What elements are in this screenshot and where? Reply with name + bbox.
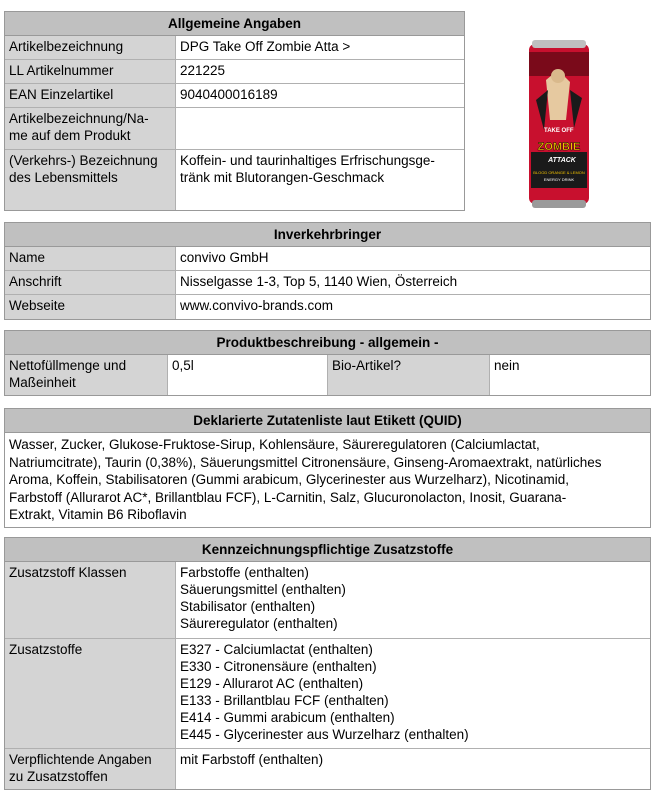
value-line: tränk mit Blutorangen-Geschmack xyxy=(180,170,385,185)
field-value xyxy=(175,639,650,748)
zombie-head-icon xyxy=(551,69,565,83)
field-value: 221225 xyxy=(175,60,464,83)
label-line: me auf dem Produkt xyxy=(9,128,131,143)
field-value: 9040400016189 xyxy=(175,84,464,107)
table-row xyxy=(5,562,650,639)
ingredients-line: Wasser, Zucker, Glukose-Fruktose-Sirup, Kohlensäure, Säureregulatoren (Calciumlactat, xyxy=(9,437,540,452)
field-value xyxy=(175,562,650,638)
field-label xyxy=(5,150,175,210)
field-label: LL Artikelnummer xyxy=(5,60,175,83)
field-label xyxy=(5,749,175,789)
ingredients-line: Aroma, Koffein, Stabilisatoren (Gummi arabicum, Glycerinester aus Wurzelharz), Nicotinamid, xyxy=(9,472,569,487)
label-line: Verpflichtende Angaben xyxy=(9,752,152,767)
field-value: www.convivo-brands.com xyxy=(175,295,650,319)
value-line: Koffein- und taurinhaltiges Erfrischungsge- xyxy=(180,153,435,168)
section-header: Produktbeschreibung - allgemein - xyxy=(5,331,650,355)
product-can-image xyxy=(526,40,592,208)
table-row xyxy=(5,355,650,395)
list-item: E129 - Allurarot AC (enthalten) xyxy=(180,676,364,691)
field-label xyxy=(5,355,167,395)
can-flavor: BLOOD ORANGE & LEMON xyxy=(533,170,585,175)
field-label: Name xyxy=(5,247,175,270)
list-item: E133 - Brillantblau FCF (enthalten) xyxy=(180,693,389,708)
table-row xyxy=(5,295,650,319)
table-row xyxy=(5,639,650,749)
can-top xyxy=(532,40,586,48)
produktbeschreibung-section xyxy=(4,330,651,396)
field-value: convivo GmbH xyxy=(175,247,650,270)
can-brand-main: ZOMBIE xyxy=(537,141,581,153)
table-row xyxy=(5,271,650,295)
field-label: Zusatzstoff Klassen xyxy=(5,562,175,638)
list-item: E445 - Glycerinester aus Wurzelharz (enthalten) xyxy=(180,727,469,742)
list-item: E330 - Citronensäure (enthalten) xyxy=(180,659,377,674)
table-row xyxy=(5,84,464,108)
list-item: E414 - Gummi arabicum (enthalten) xyxy=(180,710,395,725)
field-value xyxy=(175,108,464,149)
label-line: (Verkehrs-) Bezeichnung xyxy=(9,153,158,168)
zusatzstoffe-section xyxy=(4,537,651,790)
table-row xyxy=(5,247,650,271)
field-label: Bio-Artikel? xyxy=(327,355,489,395)
ingredients-line: Natriumcitrate), Taurin (0,38%), Säuerungsmittel Citronensäure, Ginseng-Aromaextrakt, natürliches xyxy=(9,454,602,470)
field-value: nein xyxy=(489,355,650,395)
can-type: ENERGY DRINK xyxy=(543,177,575,182)
table-row xyxy=(5,749,650,789)
section-header: Allgemeine Angaben xyxy=(5,12,464,36)
allgemeine-angaben-section xyxy=(4,11,465,211)
list-item: Farbstoffe (enthalten) xyxy=(180,565,309,580)
inverkehrbringer-section xyxy=(4,222,651,320)
section-header: Kennzeichnungspflichtige Zusatzstoffe xyxy=(5,538,650,562)
field-label: Anschrift xyxy=(5,271,175,294)
ingredients-line: Extrakt, Vitamin B6 Riboflavin xyxy=(9,507,187,522)
label-line: des Lebensmittels xyxy=(9,170,118,185)
field-value: 0,5l xyxy=(167,355,327,395)
list-item: Stabilisator (enthalten) xyxy=(180,599,316,614)
field-value: Nisselgasse 1-3, Top 5, 1140 Wien, Österreich xyxy=(175,271,650,294)
can-bottom xyxy=(532,200,586,208)
section-header: Deklarierte Zutatenliste laut Etikett (QUID) xyxy=(5,409,650,433)
list-item: Säuerungsmittel (enthalten) xyxy=(180,582,346,597)
field-label xyxy=(5,108,175,149)
list-item: Säureregulator (enthalten) xyxy=(180,616,338,631)
field-label: Artikelbezeichnung xyxy=(5,36,175,59)
field-label: Zusatzstoffe xyxy=(5,639,175,748)
label-line: Artikelbezeichnung/Na- xyxy=(9,111,149,126)
ingredients-text xyxy=(5,433,650,527)
section-header: Inverkehrbringer xyxy=(5,223,650,247)
label-line: zu Zusatzstoffen xyxy=(9,769,108,784)
label-line: Maßeinheit xyxy=(9,375,76,390)
table-row xyxy=(5,150,464,210)
zutatenliste-section xyxy=(4,408,651,528)
field-label: Webseite xyxy=(5,295,175,319)
table-row xyxy=(5,60,464,84)
table-row xyxy=(5,36,464,60)
label-line: Nettofüllmenge und xyxy=(9,358,127,373)
can-brand-sub: ATTACK xyxy=(548,157,576,164)
field-value xyxy=(175,150,464,210)
can-brand-top: TAKE OFF xyxy=(544,128,574,134)
ingredients-line: Farbstoff (Allurarot AC*, Brillantblau FCF), L-Carnitin, Salz, Glucuronolacton, Inosit, Guarana- xyxy=(9,489,567,505)
table-row xyxy=(5,108,464,150)
list-item: E327 - Calciumlactat (enthalten) xyxy=(180,642,373,657)
field-value: DPG Take Off Zombie Atta > xyxy=(175,36,464,59)
field-value: mit Farbstoff (enthalten) xyxy=(175,749,650,789)
field-label: EAN Einzelartikel xyxy=(5,84,175,107)
